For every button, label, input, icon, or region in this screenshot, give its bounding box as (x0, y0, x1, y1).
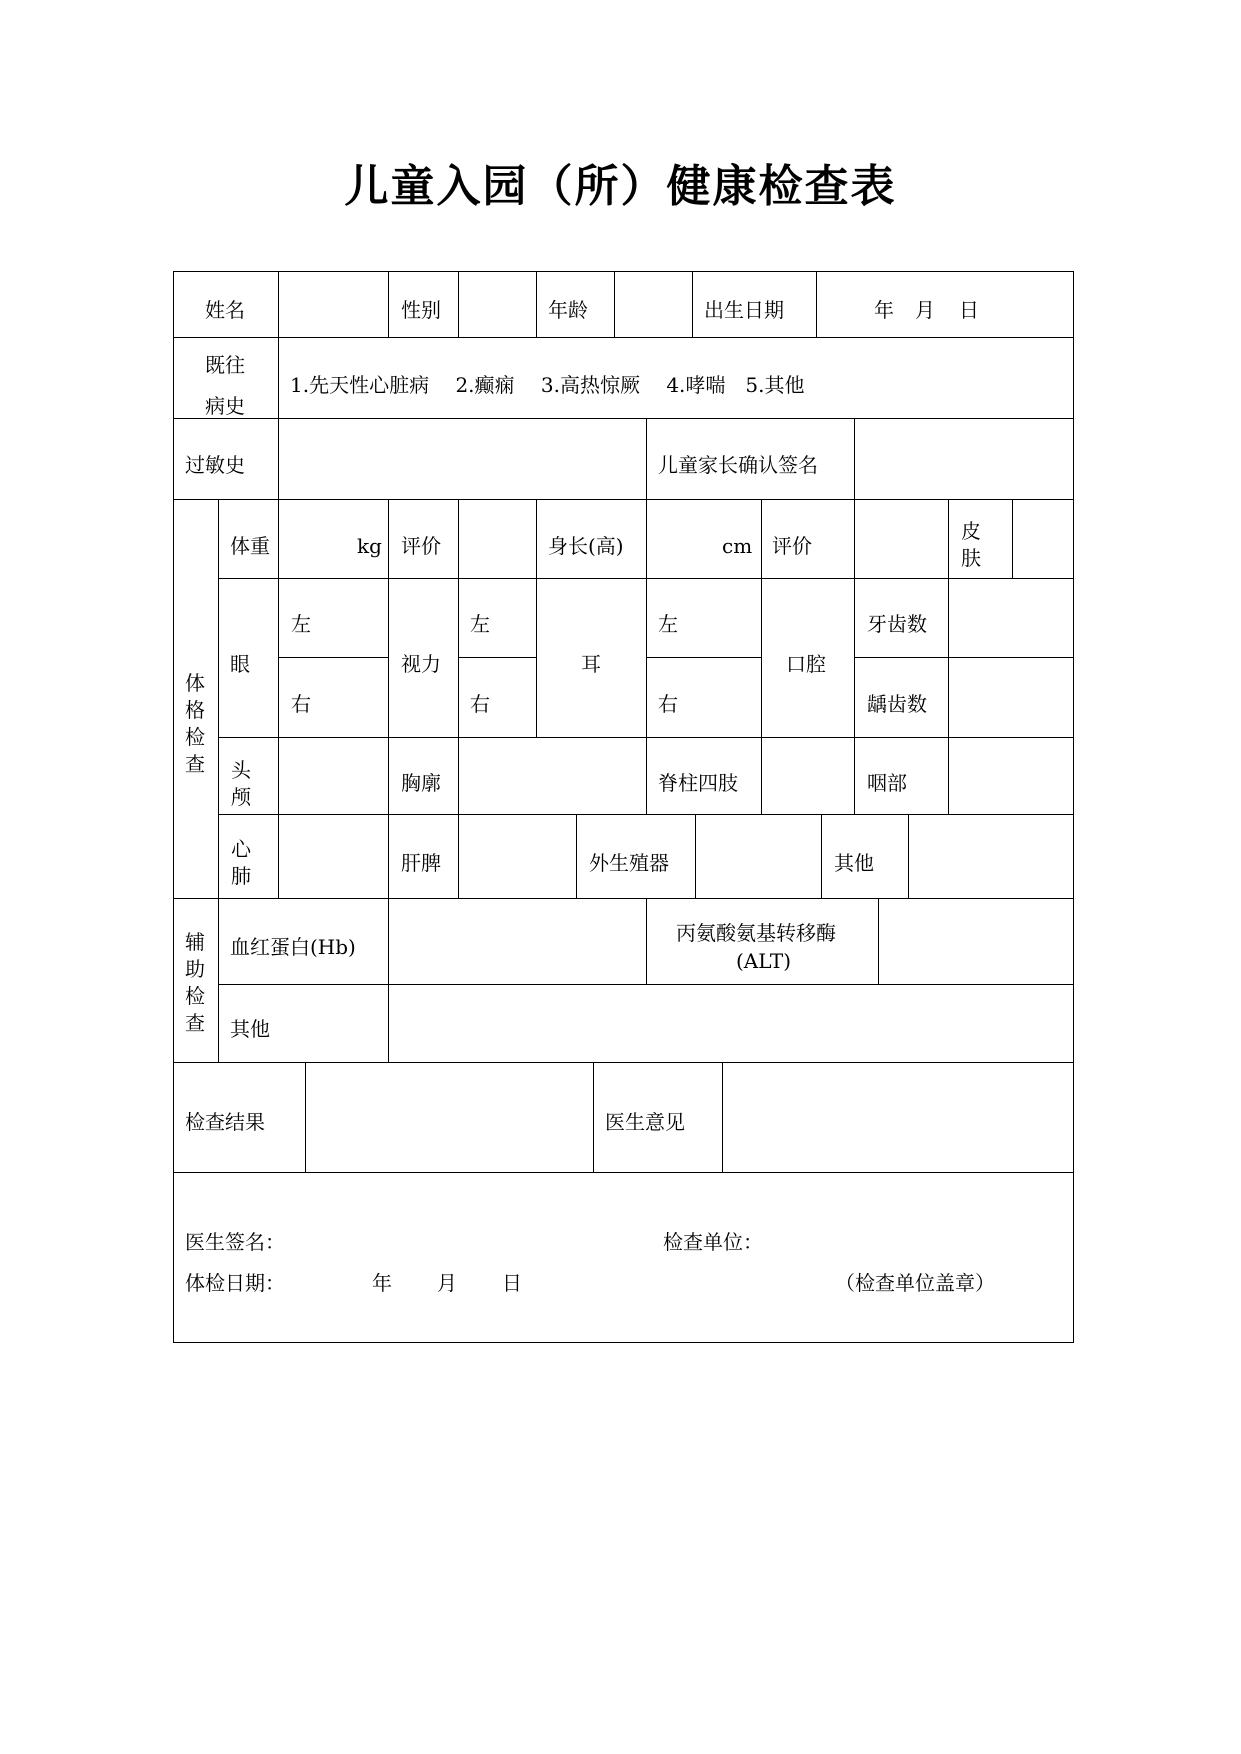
col-divider (854, 418, 855, 500)
row-divider (173, 337, 1073, 338)
pharynx-label: 咽部 (867, 771, 907, 795)
col-divider (458, 578, 459, 738)
birth-day-label: 日 (959, 298, 979, 322)
eye-left-label: 左 (291, 612, 311, 636)
row-divider (173, 499, 1073, 500)
auxiliary-exam-group-label: 辅 助 检 查 (185, 930, 205, 1035)
col-divider (761, 578, 762, 738)
spine-limbs-label: 脊柱四肢 (658, 771, 738, 795)
col-divider (1012, 499, 1013, 579)
col-divider (646, 737, 647, 815)
col-divider (854, 737, 855, 815)
col-divider (278, 499, 279, 579)
col-divider (388, 898, 389, 1063)
col-divider (646, 898, 647, 985)
form-border-left (173, 271, 174, 1343)
col-divider (821, 814, 822, 899)
col-divider (218, 499, 219, 899)
auxiliary-other-label: 其他 (230, 1017, 270, 1041)
age-label: 年龄 (548, 298, 588, 322)
genitals-label: 外生殖器 (589, 851, 669, 875)
weight-label: 体重 (230, 534, 270, 558)
col-divider (536, 578, 537, 738)
col-divider (576, 814, 577, 899)
physical-other-label: 其他 (834, 851, 874, 875)
skin-label: 皮 肤 (961, 519, 981, 570)
birth-date-label: 出生日期 (704, 298, 784, 322)
form-border-bottom (173, 1342, 1073, 1343)
form-border-right (1073, 271, 1074, 1343)
caries-count-label: 龋齿数 (867, 692, 927, 716)
col-divider (948, 737, 949, 815)
gender-label: 性别 (401, 298, 441, 322)
col-divider (646, 499, 647, 579)
col-divider (458, 737, 459, 815)
col-divider (646, 578, 647, 738)
col-divider (722, 1062, 723, 1173)
history-options: 1.先天性心脏病 2.癫痫 3.高热惊厥 4.哮喘 5.其他 (290, 373, 805, 397)
height-label: 身长(高) (548, 534, 624, 558)
col-divider (278, 271, 279, 338)
eye-right-label: 右 (291, 692, 311, 716)
liver-spleen-label: 肝脾 (401, 851, 441, 875)
row-divider (458, 657, 536, 658)
col-divider (458, 271, 459, 338)
col-divider (646, 418, 647, 500)
col-divider (761, 499, 762, 579)
exam-month-label: 月 (437, 1271, 457, 1295)
row-divider (173, 1172, 1073, 1173)
birth-year-label: 年 (874, 298, 894, 322)
weight-unit: kg (357, 534, 382, 558)
col-divider (816, 271, 817, 338)
heart-lung-label: 心 肺 (231, 837, 251, 888)
vision-left-label: 左 (470, 612, 490, 636)
history-label-line1: 既往 (205, 353, 245, 377)
eye-label: 眼 (230, 652, 250, 676)
col-divider (695, 814, 696, 899)
ear-label: 耳 (581, 652, 601, 676)
col-divider (761, 737, 762, 815)
form-border-top (173, 271, 1073, 272)
col-divider (854, 578, 855, 738)
history-label-line2: 病史 (205, 394, 245, 418)
col-divider (305, 1062, 306, 1173)
page-title: 儿童入园（所）健康检查表 (344, 161, 897, 212)
col-divider (614, 271, 615, 338)
row-divider (278, 657, 388, 658)
col-divider (878, 898, 879, 985)
col-divider (388, 271, 389, 338)
col-divider (388, 737, 389, 815)
col-divider (948, 499, 949, 579)
col-divider (278, 737, 279, 815)
name-label: 姓名 (205, 298, 245, 322)
col-divider (278, 418, 279, 500)
col-divider (948, 578, 949, 738)
oral-label: 口腔 (786, 652, 826, 676)
col-divider (278, 814, 279, 899)
chest-label: 胸廓 (401, 771, 441, 795)
col-divider (218, 898, 219, 1063)
ear-right-label: 右 (658, 692, 678, 716)
doctor-opinion-label: 医生意见 (605, 1110, 685, 1134)
weight-evaluation-label: 评价 (401, 534, 441, 558)
result-label: 检查结果 (185, 1110, 265, 1134)
exam-year-label: 年 (372, 1271, 392, 1295)
alt-label-line1: 丙氨酸氨基转移酶 (676, 921, 836, 945)
row-divider (173, 1062, 1073, 1063)
col-divider (593, 1062, 594, 1173)
exam-date-label: 体检日期： (185, 1271, 285, 1295)
col-divider (536, 499, 537, 579)
allergy-label: 过敏史 (185, 453, 245, 477)
col-divider (692, 271, 693, 338)
col-divider (854, 499, 855, 579)
col-divider (458, 814, 459, 899)
row-divider (646, 657, 761, 658)
unit-stamp-label: （检查单位盖章） (835, 1271, 995, 1295)
vision-label: 视力 (401, 652, 441, 676)
col-divider (278, 578, 279, 738)
teeth-count-label: 牙齿数 (867, 612, 927, 636)
col-divider (536, 271, 537, 338)
physical-exam-group-label: 体 格 检 查 (185, 671, 205, 776)
col-divider (388, 499, 389, 579)
birth-month-label: 月 (915, 298, 935, 322)
alt-label-line2: (ALT) (736, 949, 792, 973)
parent-signature-label: 儿童家长确认签名 (658, 453, 818, 477)
ear-left-label: 左 (658, 612, 678, 636)
row-divider (854, 657, 1073, 658)
height-unit: cm (722, 534, 753, 558)
vision-right-label: 右 (470, 692, 490, 716)
height-evaluation-label: 评价 (772, 534, 812, 558)
col-divider (278, 337, 279, 419)
col-divider (388, 814, 389, 899)
doctor-signature-label: 医生签名： (185, 1230, 285, 1254)
col-divider (388, 578, 389, 738)
hemoglobin-label: 血红蛋白(Hb) (230, 935, 356, 959)
exam-day-label: 日 (502, 1271, 522, 1295)
row-divider (173, 418, 1073, 419)
row-divider (173, 898, 1073, 899)
head-label: 头 颅 (231, 758, 251, 809)
col-divider (458, 499, 459, 579)
col-divider (908, 814, 909, 899)
exam-unit-label: 检查单位： (663, 1230, 763, 1254)
